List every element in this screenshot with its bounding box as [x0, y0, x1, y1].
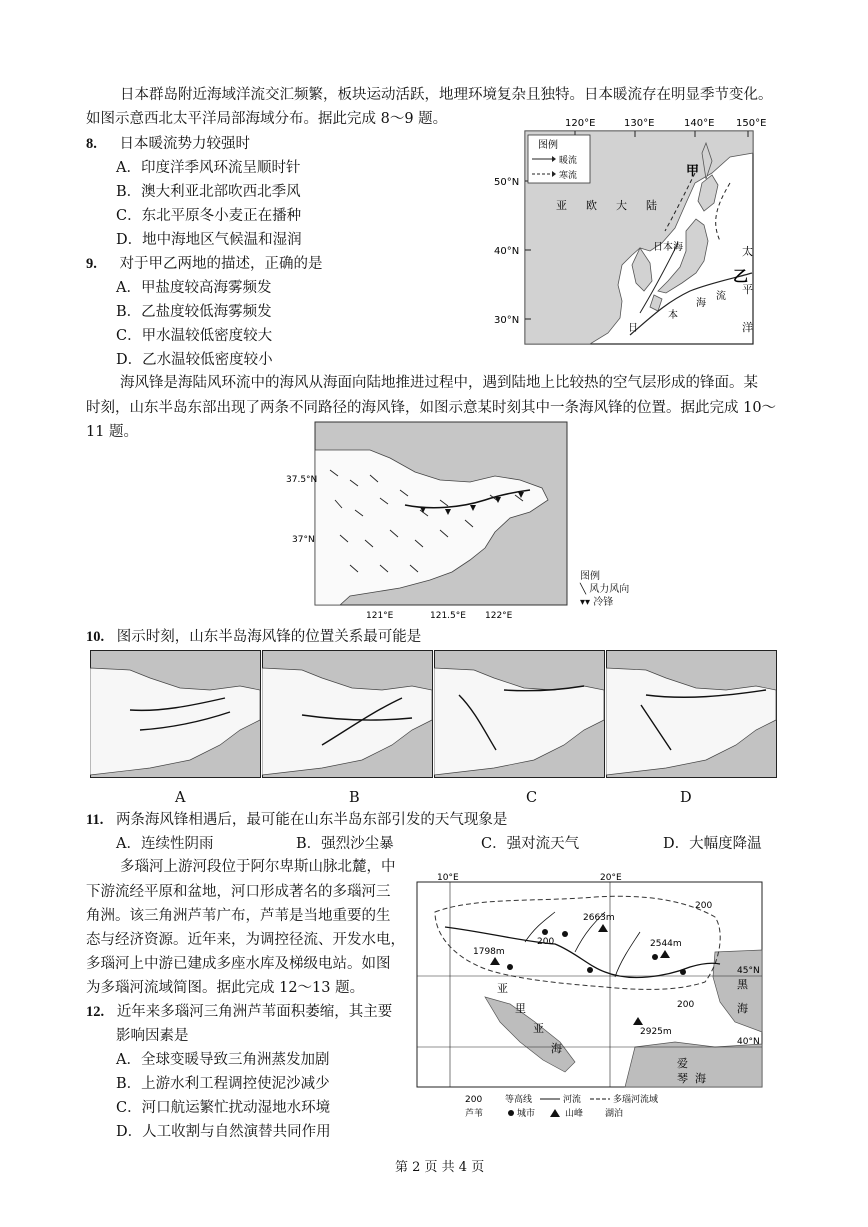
current-char-2: 本	[668, 310, 678, 321]
q10-option-maps	[90, 650, 776, 778]
intro3-line5: 多瑙河上中游已建成多座水库及梯级电站。如图	[86, 956, 391, 972]
q10-label-a[interactable]: A	[175, 790, 186, 806]
intro2-line1: 海风锋是海陆风环流中的海风从海面向陆地推进过程中，遇到陆地上比较热的空气层形成的锋面。某	[120, 375, 758, 391]
q9-option-b[interactable]: B．乙盐度较低海雾频发	[116, 304, 272, 320]
map2-legend	[580, 570, 629, 609]
black-sea-char-1: 黑	[737, 978, 748, 991]
elev-1798: 1798m	[473, 947, 505, 957]
map2-legend-wind: ╲ 风力风向	[580, 584, 630, 595]
map2-legend-heading: 图例	[580, 571, 600, 582]
lat-40: 40°N	[494, 246, 520, 257]
lat-37-5: 37.5°N	[286, 475, 318, 485]
q11-text: 两条海风锋相遇后，最可能在山东半岛东部引发的天气现象是	[115, 812, 508, 828]
q10-number: 10.	[86, 629, 105, 645]
shandong-sea-breeze-map	[280, 420, 580, 625]
q11-option-b[interactable]: B．强烈沙尘暴	[296, 836, 394, 852]
current-char-3: 海	[696, 298, 706, 309]
adriatic-char-2: 里	[515, 1002, 526, 1015]
lat-40n: 40°N	[737, 1037, 760, 1047]
intro1-line1: 日本群岛附近海域洋流交汇频繁，板块运动活跃，地理环境复杂且独特。日本暖流存在明显季节变化。	[120, 87, 773, 103]
q12-option-c[interactable]: C．河口航运繁忙扰动湿地水环境	[116, 1100, 331, 1116]
q8-option-b[interactable]: B．澳大利亚北部吹西北季风	[116, 184, 301, 200]
q8-stem	[86, 134, 250, 154]
legend-contour-value: 200	[465, 1095, 483, 1105]
legend-cold: 寒流	[559, 171, 578, 181]
q11-option-c[interactable]: C．强对流天气	[481, 836, 580, 852]
asia-char-2: 欧	[586, 199, 597, 212]
legend-lake: 湖泊	[605, 1109, 624, 1119]
q9-text: 对于甲乙两地的描述，正确的是	[119, 256, 323, 272]
q9-option-c[interactable]: C．甲水温较低密度较大	[116, 328, 273, 344]
contour-200-c: 200	[677, 1000, 695, 1010]
q11-option-d[interactable]: D．大幅度降温	[663, 836, 762, 852]
current-char-4: 流	[716, 291, 726, 302]
aegean-char-1: 爱	[677, 1057, 688, 1070]
legend-city: 城市	[517, 1109, 536, 1119]
q12-text-2: 影响因素是	[116, 1028, 189, 1044]
q10-map-d[interactable]	[606, 650, 777, 778]
lat-30: 30°N	[494, 315, 520, 326]
q9-number: 9.	[86, 256, 97, 272]
aegean-char-2: 琴	[677, 1072, 688, 1085]
q11-option-a[interactable]: A．连续性阴雨	[116, 836, 214, 852]
q8-text: 日本暖流势力较强时	[119, 136, 250, 152]
lat-45n: 45°N	[737, 966, 760, 976]
intro1-line2: 如图示意西北太平洋局部海域分布。据此完成 8～9 题。	[86, 111, 448, 127]
legend-contour: 等高线	[505, 1095, 533, 1105]
q12-number: 12.	[86, 1004, 105, 1020]
intro2-line3: 11 题。	[86, 424, 139, 440]
danube-basin-map	[415, 872, 775, 1122]
asia-char-3: 大	[616, 199, 627, 212]
intro2-line2: 时刻，山东半岛东部出现了两条不同路径的海风锋，如图示意某时刻其中一条海风锋的位置。据此完成 10～	[86, 400, 777, 416]
adriatic-char-4: 海	[551, 1042, 562, 1055]
contour-200-a: 200	[537, 937, 555, 947]
nw-pacific-map	[490, 113, 770, 348]
lon-122: 122°E	[485, 611, 513, 621]
q10-stem	[86, 627, 421, 647]
lon-130: 130°E	[624, 118, 655, 129]
intro3-line1: 多瑙河上游河段位于阿尔卑斯山脉北麓，中	[120, 859, 396, 875]
q10-label-d[interactable]: D	[680, 790, 692, 806]
intro3-line6: 为多瑙河流域简图。据此完成 12～13 题。	[86, 980, 365, 996]
q12-stem	[86, 1002, 392, 1022]
legend-wind-label: 风力风向	[589, 584, 630, 595]
q10-text: 图示时刻，山东半岛海风锋的位置关系最可能是	[116, 629, 422, 645]
aegean-sea	[625, 1042, 762, 1087]
elev-2925: 2925m	[640, 1027, 672, 1037]
current-char-1: 日	[628, 323, 638, 334]
q9-stem	[86, 254, 322, 274]
legend-peak: 山峰	[565, 1109, 584, 1119]
legend-front-label: 冷锋	[593, 597, 614, 608]
ocean-char-3: 洋	[742, 321, 753, 334]
q11-stem	[86, 810, 507, 830]
elev-2663: 2663m	[583, 913, 615, 923]
lat-37: 37°N	[292, 535, 315, 545]
q10-map-b[interactable]	[262, 650, 433, 778]
adriatic-char-1: 亚	[497, 982, 508, 995]
q12-option-d[interactable]: D．人工收割与自然演替共同作用	[116, 1124, 331, 1140]
q8-option-d[interactable]: D．地中海地区气候温和湿润	[116, 232, 302, 248]
q8-option-c[interactable]: C．东北平原冬小麦正在播种	[116, 208, 302, 224]
asia-char-4: 陆	[646, 199, 657, 212]
legend-basin: 多瑙河流域	[613, 1095, 659, 1105]
q8-option-a[interactable]: A．印度洋季风环流呈顺时针	[116, 160, 301, 176]
label-japan-sea: 日本海	[653, 242, 683, 253]
q12-text-1: 近年来多瑙河三角洲芦苇面积萎缩，其主要	[116, 1004, 393, 1020]
aegean-char-3: 海	[695, 1072, 706, 1085]
q10-label-c[interactable]: C	[526, 790, 538, 806]
q8-number: 8.	[86, 136, 97, 152]
legend-reed: 芦苇	[465, 1109, 484, 1119]
ocean-char-1: 太	[742, 245, 753, 258]
q10-map-a[interactable]	[90, 650, 261, 778]
lon-121-5: 121.5°E	[430, 611, 466, 621]
label-jia: 甲	[686, 164, 700, 179]
q10-label-b[interactable]: B	[349, 790, 360, 806]
legend-title: 图例	[538, 140, 558, 151]
q12-option-a[interactable]: A．全球变暖导致三角洲蒸发加剧	[116, 1052, 330, 1068]
lon-121: 121°E	[366, 611, 394, 621]
legend-river: 河流	[563, 1095, 582, 1105]
lon-150: 150°E	[736, 118, 767, 129]
q11-number: 11.	[86, 812, 104, 828]
map3-legend	[465, 1093, 658, 1119]
ocean-char-2: 平	[742, 283, 753, 296]
label-yi: 乙	[733, 267, 749, 285]
page-footer: 第 2 页 共 4 页	[395, 1160, 485, 1175]
q12-option-b[interactable]: B．上游水利工程调控使泥沙减少	[116, 1076, 330, 1092]
intro3-line3: 角洲。该三角洲芦苇广布，芦苇是当地重要的生	[86, 908, 391, 924]
q9-option-d[interactable]: D．乙水温较低密度较小	[116, 352, 273, 368]
lat-50: 50°N	[494, 177, 520, 188]
lon-140: 140°E	[684, 118, 715, 129]
map2-legend-front: ▾▾ 冷锋	[580, 597, 614, 608]
lon-10e: 10°E	[437, 873, 459, 883]
q10-map-c[interactable]	[434, 650, 605, 778]
asia-char-1: 亚	[556, 199, 567, 212]
intro3-line2: 下游流经平原和盆地，河口形成著名的多瑙河三	[86, 884, 391, 900]
lon-120: 120°E	[565, 118, 596, 129]
legend-warm: 暖流	[559, 156, 578, 166]
q9-option-a[interactable]: A．甲盐度较高海雾频发	[116, 280, 272, 296]
intro3-line4: 态与经济资源。近年来，为调控径流、开发水电，	[86, 932, 405, 948]
black-sea-char-2: 海	[737, 1002, 748, 1015]
elev-2544: 2544m	[650, 939, 682, 949]
lon-20e: 20°E	[600, 873, 622, 883]
contour-200-b: 200	[695, 901, 713, 911]
adriatic-char-3: 亚	[533, 1022, 544, 1035]
